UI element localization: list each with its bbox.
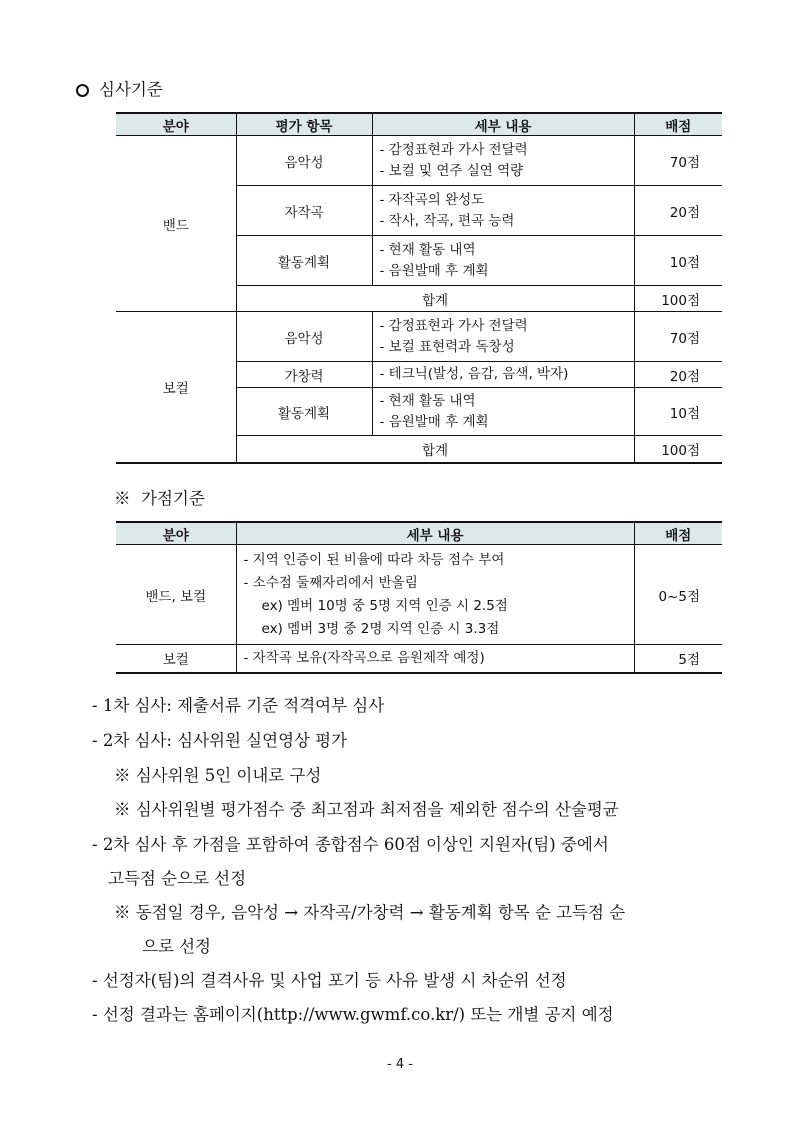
details-cell	[372, 362, 634, 388]
total-label: 합계	[236, 436, 634, 463]
detail-line: - 소수점 둘째자리에서 반올림	[243, 574, 418, 591]
item-cell: 음악성	[236, 136, 372, 186]
item-cell: 자작곡	[236, 186, 372, 236]
criteria-table	[116, 112, 722, 464]
score-cell: 70점	[634, 312, 722, 362]
detail-line: - 자작곡의 완성도	[379, 191, 485, 208]
detail-line: - 작사, 작곡, 편곡 능력	[379, 212, 515, 229]
details-cell	[236, 645, 634, 673]
table-row	[116, 545, 722, 645]
field-cell: 보컬	[116, 312, 236, 463]
body-line: ※ 동점일 경우, 음악성 → 자작곡/가창력 → 활동계획 항목 순 고득점 순	[114, 903, 626, 922]
item-cell: 음악성	[236, 312, 372, 362]
header-details: 세부 내용	[236, 522, 634, 545]
table-row	[116, 645, 722, 673]
field-cell: 밴드, 보컬	[116, 545, 236, 645]
table-header-row	[116, 522, 722, 545]
section-heading-bonus	[114, 485, 205, 509]
body-line: ※ 심사위원 5인 이내로 구성	[114, 766, 322, 785]
circle-bullet-icon	[76, 84, 89, 97]
header-item: 평가 항목	[236, 113, 372, 136]
header-field: 분야	[116, 522, 236, 545]
detail-line: - 보컬 표현력과 독창성	[379, 338, 515, 355]
score-cell: 70점	[634, 136, 722, 186]
details-cell	[372, 388, 634, 436]
score-cell: 20점	[634, 362, 722, 388]
detail-line: - 테크닉(발성, 음감, 음색, 박자)	[379, 366, 569, 382]
body-line: - 2차 심사: 심사위원 실연영상 평가	[92, 731, 348, 750]
details-cell	[372, 236, 634, 286]
details-cell	[372, 136, 634, 186]
reference-mark-icon: ※	[114, 489, 131, 508]
bonus-table	[116, 521, 722, 674]
detail-line: - 보컬 및 연주 실연 역량	[379, 162, 524, 179]
score-cell: 20점	[634, 186, 722, 236]
detail-line: - 현재 활동 내역	[379, 241, 476, 258]
item-cell: 활동계획	[236, 236, 372, 286]
field-cell: 밴드	[116, 136, 236, 312]
details-cell	[372, 186, 634, 236]
body-line: 고득점 순으로 선정	[108, 869, 247, 888]
body-line: - 2차 심사 후 가점을 포함하여 종합점수 60점 이상인 지원자(팀) 중에서	[92, 835, 609, 854]
body-line: - 선정자(팀)의 결격사유 및 사업 포기 등 사유 발생 시 차순위 선정	[92, 971, 567, 990]
detail-line: - 음원발매 후 계획	[379, 262, 489, 279]
total-score: 100점	[634, 436, 722, 463]
details-cell	[236, 545, 634, 645]
page-number: - 4 -	[387, 1057, 413, 1072]
section-heading-criteria	[76, 76, 163, 100]
detail-line: ex) 멤버 10명 중 5명 지역 인증 시 2.5점	[261, 597, 508, 614]
score-cell: 10점	[634, 236, 722, 286]
body-line: ※ 심사위원별 평가점수 중 최고점과 최저점을 제외한 점수의 산술평균	[114, 800, 619, 819]
score-cell: 5점	[634, 645, 722, 673]
detail-line: - 지역 인증이 된 비율에 따라 차등 점수 부여	[243, 551, 505, 568]
header-details: 세부 내용	[372, 113, 634, 136]
detail-line: - 감정표현과 가사 전달력	[379, 141, 528, 158]
total-score: 100점	[634, 286, 722, 312]
item-cell: 활동계획	[236, 388, 372, 436]
table-row	[116, 312, 722, 362]
body-line: 으로 선정	[142, 937, 212, 956]
header-score: 배점	[634, 113, 722, 136]
total-label: 합계	[236, 286, 634, 312]
table-row	[116, 136, 722, 186]
item-cell: 가창력	[236, 362, 372, 388]
section-title: 가점기준	[141, 489, 205, 508]
details-cell	[372, 312, 634, 362]
detail-line: ex) 멤버 3명 중 2명 지역 인증 시 3.3점	[261, 620, 500, 637]
body-line: - 선정 결과는 홈페이지(http://www.gwmf.co.kr/) 또는 개별 공지 예정	[92, 1005, 614, 1024]
field-cell: 보컬	[116, 645, 236, 673]
header-field: 분야	[116, 113, 236, 136]
detail-line: - 자작곡 보유(자작곡으로 음원제작 예정)	[243, 649, 485, 666]
detail-line: - 현재 활동 내역	[379, 392, 476, 409]
detail-line: - 감정표현과 가사 전달력	[379, 317, 528, 334]
detail-line: - 음원발매 후 계획	[379, 413, 489, 430]
table-header-row	[116, 113, 722, 136]
score-cell: 10점	[634, 388, 722, 436]
body-line: - 1차 심사: 제출서류 기준 적격여부 심사	[92, 696, 385, 715]
section-title: 심사기준	[99, 80, 163, 99]
header-score: 배점	[634, 522, 722, 545]
score-cell: 0~5점	[634, 545, 722, 645]
